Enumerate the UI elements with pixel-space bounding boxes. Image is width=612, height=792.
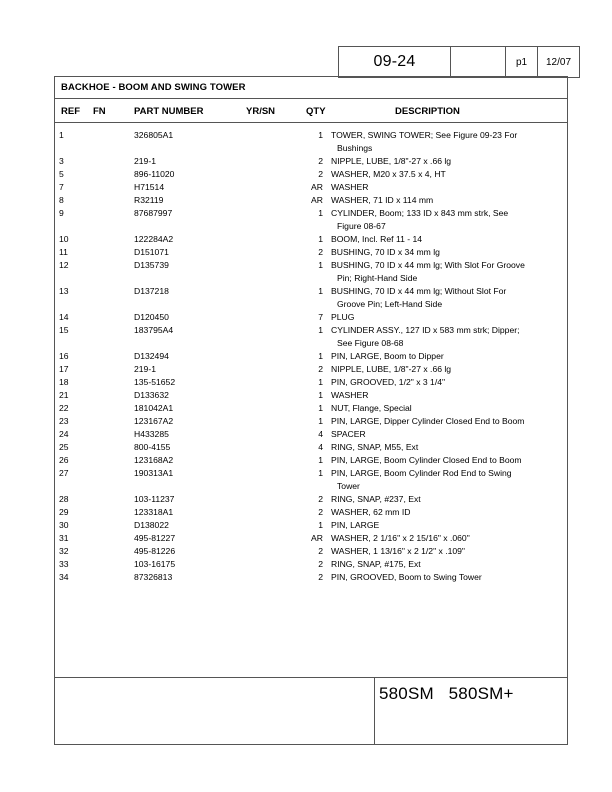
cell-part-number: 800-4155 — [134, 442, 171, 452]
table-row — [55, 194, 567, 207]
table-row — [55, 532, 567, 545]
revision-date-cell: 12/07 — [545, 56, 572, 68]
cell-description: PIN, LARGE, Boom Cylinder Closed End to Boom — [331, 455, 522, 465]
cell-description: CYLINDER, Boom; 133 ID x 843 mm strk, See — [331, 208, 509, 218]
cell-ref: 22 — [59, 403, 69, 413]
cell-part-number: H71514 — [134, 182, 165, 192]
cell-part-number: 896-11020 — [134, 169, 175, 179]
table-row — [55, 246, 567, 259]
cell-description: WASHER, 62 mm ID — [331, 507, 411, 517]
cell-description: PLUG — [331, 312, 355, 322]
table-row — [55, 207, 567, 220]
column-header-ref: REF — [61, 106, 80, 117]
cell-part-number: 495-81227 — [134, 533, 176, 543]
cell-part-number: 181042A1 — [134, 403, 174, 413]
cell-description: WASHER, 1 13/16" x 2 1/2" x .109" — [331, 546, 465, 556]
cell-description: PIN, GROOVED, Boom to Swing Tower — [331, 572, 482, 582]
cell-ref: 15 — [59, 325, 69, 335]
cell-part-number: D135739 — [134, 260, 169, 270]
cell-description: NUT, Flange, Special — [331, 403, 412, 413]
table-row — [55, 376, 567, 389]
table-row-continuation — [55, 298, 567, 311]
cell-description: BUSHING, 70 ID x 34 mm lg — [331, 247, 440, 257]
cell-ref: 24 — [59, 429, 69, 439]
cell-ref: 27 — [59, 468, 69, 478]
cell-part-number: 135-51652 — [134, 377, 176, 387]
cell-description: PIN, LARGE, Boom Cylinder Rod End to Swing — [331, 468, 512, 478]
table-row — [55, 168, 567, 181]
cell-part-number: R32119 — [134, 195, 164, 205]
column-header-yr-sn: YR/SN — [246, 106, 276, 117]
table-row-continuation — [55, 142, 567, 155]
cell-description: See Figure 08-68 — [337, 338, 404, 348]
table-row — [55, 558, 567, 571]
cell-ref: 31 — [59, 533, 69, 543]
table-row — [55, 311, 567, 324]
cell-qty: 1 — [318, 520, 323, 530]
cell-ref: 18 — [59, 377, 69, 387]
cell-part-number: 495-81226 — [134, 546, 176, 556]
table-row — [55, 402, 567, 415]
header-blank-cell — [451, 47, 506, 77]
cell-qty: AR — [311, 533, 323, 543]
cell-qty: 1 — [318, 130, 323, 140]
cell-qty: 4 — [318, 429, 323, 439]
table-row — [55, 506, 567, 519]
cell-description: RING, SNAP, #237, Ext — [331, 494, 421, 504]
sheet-footer-row — [55, 678, 567, 744]
cell-description: Pin; Right-Hand Side — [337, 273, 418, 283]
table-column-headers — [55, 99, 567, 123]
cell-description: PIN, LARGE, Dipper Cylinder Closed End to Boom — [331, 416, 525, 426]
footer-left-cell — [55, 678, 375, 744]
cell-ref: 17 — [59, 364, 69, 374]
cell-description: WASHER, M20 x 37.5 x 4, HT — [331, 169, 446, 179]
cell-qty: 1 — [318, 286, 323, 296]
cell-part-number: 122284A2 — [134, 234, 174, 244]
cell-description: WASHER — [331, 390, 369, 400]
table-row — [55, 324, 567, 337]
column-header-fn: FN — [93, 106, 106, 117]
cell-qty: 1 — [318, 416, 323, 426]
cell-ref: 29 — [59, 507, 69, 517]
cell-ref: 9 — [59, 208, 64, 218]
table-row — [55, 428, 567, 441]
cell-qty: 2 — [318, 156, 323, 166]
cell-qty: 1 — [318, 377, 323, 387]
cell-qty: 2 — [318, 559, 323, 569]
table-row — [55, 441, 567, 454]
cell-part-number: 123318A1 — [134, 507, 174, 517]
cell-ref: 1 — [59, 130, 64, 140]
cell-part-number: 183795A4 — [134, 325, 174, 335]
cell-ref: 26 — [59, 455, 69, 465]
cell-qty: 2 — [318, 546, 323, 556]
cell-part-number: D120450 — [134, 312, 169, 322]
cell-description: WASHER — [331, 182, 369, 192]
table-row — [55, 363, 567, 376]
cell-part-number: D138022 — [134, 520, 169, 530]
cell-part-number: 219-1 — [134, 156, 156, 166]
cell-part-number: H433285 — [134, 429, 169, 439]
cell-part-number: 123168A2 — [134, 455, 174, 465]
cell-qty: 1 — [318, 234, 323, 244]
table-row — [55, 181, 567, 194]
cell-qty: 2 — [318, 494, 323, 504]
column-header-part-number: PART NUMBER — [134, 106, 204, 117]
table-row-continuation — [55, 337, 567, 350]
table-row — [55, 545, 567, 558]
cell-part-number: 326805A1 — [134, 130, 174, 140]
footer-model-cell — [375, 678, 567, 744]
cell-qty: 1 — [318, 455, 323, 465]
cell-description: TOWER, SWING TOWER; See Figure 09-23 For — [331, 130, 518, 140]
cell-ref: 21 — [59, 390, 69, 400]
table-row — [55, 350, 567, 363]
cell-part-number: 103-16175 — [134, 559, 176, 569]
table-row — [55, 467, 567, 480]
cell-qty: 1 — [318, 403, 323, 413]
cell-description: SPACER — [331, 429, 366, 439]
table-row — [55, 285, 567, 298]
table-row — [55, 454, 567, 467]
cell-description: PIN, LARGE, Boom to Dipper — [331, 351, 444, 361]
cell-ref: 5 — [59, 169, 64, 179]
cell-part-number: 190313A1 — [134, 468, 174, 478]
cell-description: Tower — [337, 481, 360, 491]
cell-ref: 8 — [59, 195, 64, 205]
cell-part-number: D137218 — [134, 286, 169, 296]
figure-number-cell: 09-24 — [339, 47, 451, 77]
cell-part-number: D133632 — [134, 390, 169, 400]
cell-qty: 2 — [318, 507, 323, 517]
cell-description: BUSHING, 70 ID x 44 mm lg; Without Slot For — [331, 286, 507, 296]
parts-table-body — [55, 123, 567, 677]
cell-ref: 13 — [59, 286, 69, 296]
cell-description: RING, SNAP, #175, Ext — [331, 559, 421, 569]
cell-description: WASHER, 71 ID x 114 mm — [331, 195, 434, 205]
sheet-title-row — [55, 77, 567, 99]
cell-description: CYLINDER ASSY., 127 ID x 583 mm strk; Dipper; — [331, 325, 520, 335]
column-header-qty: QTY — [306, 106, 326, 117]
cell-qty: 2 — [318, 364, 323, 374]
cell-qty: 1 — [318, 260, 323, 270]
table-row — [55, 129, 567, 142]
table-row — [55, 155, 567, 168]
document-header-boxes — [338, 46, 580, 78]
cell-part-number: 219-1 — [134, 364, 156, 374]
cell-ref: 16 — [59, 351, 69, 361]
sheet-title: BACKHOE - BOOM AND SWING TOWER — [61, 82, 246, 93]
cell-qty: 1 — [318, 351, 323, 361]
table-row — [55, 519, 567, 532]
cell-description: WASHER, 2 1/16" x 2 15/16" x .060" — [331, 533, 470, 543]
cell-qty: 2 — [318, 247, 323, 257]
cell-ref: 7 — [59, 182, 64, 192]
table-row-continuation — [55, 480, 567, 493]
cell-description: PIN, GROOVED, 1/2" x 3 1/4" — [331, 377, 446, 387]
cell-description: BUSHING, 70 ID x 44 mm lg; With Slot For Groove — [331, 260, 525, 270]
cell-part-number: 123167A2 — [134, 416, 174, 426]
cell-description: BOOM, Incl. Ref 11 - 14 — [331, 234, 423, 244]
cell-ref: 34 — [59, 572, 69, 582]
cell-qty: 1 — [318, 390, 323, 400]
cell-qty: 1 — [318, 468, 323, 478]
cell-description: PIN, LARGE — [331, 520, 380, 530]
cell-ref: 10 — [59, 234, 69, 244]
cell-description: NIPPLE, LUBE, 1/8"-27 x .66 lg — [331, 364, 452, 374]
table-row-continuation — [55, 220, 567, 233]
cell-description: Groove Pin; Left-Hand Side — [337, 299, 443, 309]
cell-part-number: D132494 — [134, 351, 169, 361]
cell-description: Figure 08-67 — [337, 221, 386, 231]
cell-qty: 1 — [318, 208, 323, 218]
page-number-cell: p1 — [506, 47, 538, 77]
cell-part-number: 87326813 — [134, 572, 173, 582]
cell-ref: 12 — [59, 260, 69, 270]
table-row — [55, 389, 567, 402]
cell-ref: 28 — [59, 494, 69, 504]
cell-qty: 2 — [318, 572, 323, 582]
table-row-continuation — [55, 272, 567, 285]
column-header-description: DESCRIPTION — [395, 106, 460, 117]
cell-part-number: D151071 — [134, 247, 169, 257]
cell-ref: 33 — [59, 559, 69, 569]
table-row — [55, 493, 567, 506]
cell-ref: 3 — [59, 156, 64, 166]
cell-ref: 30 — [59, 520, 69, 530]
cell-ref: 11 — [59, 247, 68, 257]
cell-description: NIPPLE, LUBE, 1/8"-27 x .66 lg — [331, 156, 452, 166]
cell-qty: 1 — [318, 325, 323, 335]
cell-ref: 23 — [59, 416, 69, 426]
cell-part-number: 103-11237 — [134, 494, 175, 504]
cell-qty: 7 — [318, 312, 323, 322]
cell-qty: 4 — [318, 442, 323, 452]
cell-ref: 32 — [59, 546, 69, 556]
table-row — [55, 415, 567, 428]
cell-ref: 14 — [59, 312, 69, 322]
cell-description: RING, SNAP, M55, Ext — [331, 442, 419, 452]
table-row — [55, 233, 567, 246]
table-row — [55, 571, 567, 584]
cell-part-number: 87687997 — [134, 208, 173, 218]
cell-description: Bushings — [337, 143, 373, 153]
cell-ref: 25 — [59, 442, 69, 452]
cell-qty: AR — [311, 182, 323, 192]
cell-qty: AR — [311, 195, 323, 205]
table-row — [55, 259, 567, 272]
cell-qty: 2 — [318, 169, 323, 179]
parts-list-sheet — [54, 76, 568, 745]
model-designation: 580SM 580SM+ — [379, 684, 514, 703]
